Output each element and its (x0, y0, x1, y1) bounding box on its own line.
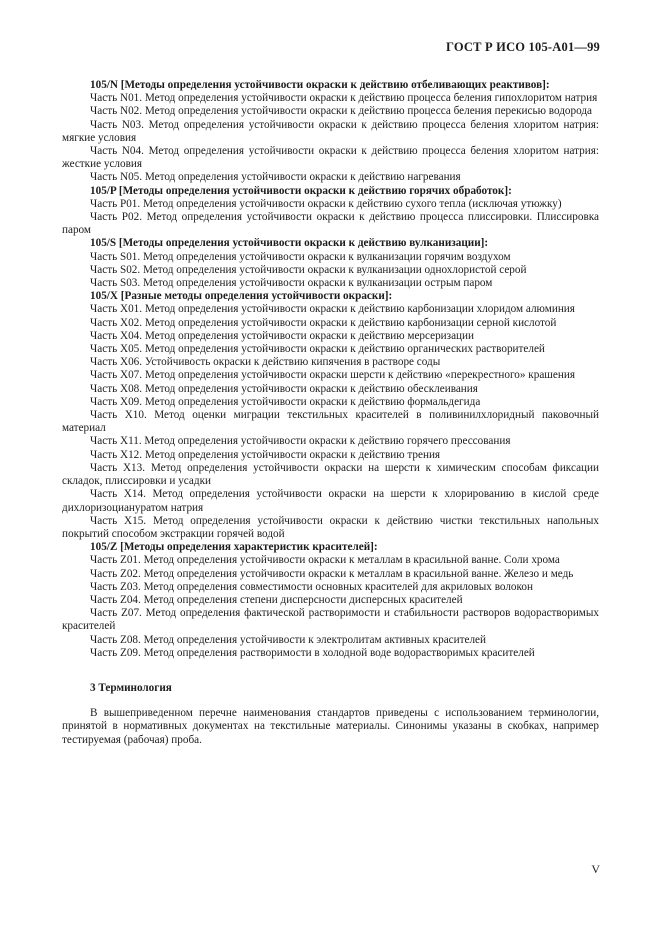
list-item: Часть P02. Метод определения устойчивости окраски к действию процесса плиссировки. Плиссировка паром (62, 211, 599, 237)
list-item: Часть Z04. Метод определения степени дисперсности дисперсных красителей (90, 593, 463, 606)
list-item: Часть S01. Метод определения устойчивости окраски к вулканизации горячим воздухом (90, 250, 511, 263)
list-item: Часть X07. Метод определения устойчивости окраски шерсти к действию «перекрестного» крашения (90, 369, 575, 382)
list-item: Часть X11. Метод определения устойчивости окраски к действию горячего прессования (90, 435, 511, 448)
list-item: Часть N03. Метод определения устойчивости окраски к действию процесса беления хлоритом натрия: мягкие условия (62, 118, 599, 144)
list-item: Часть P01. Метод определения устойчивости окраски к действию сухого тепла (исключая утюжку) (90, 197, 562, 210)
list-item: Часть S03. Метод определения устойчивости окраски к вулканизации острым паром (90, 277, 493, 290)
list-item: Часть Z02. Метод определения устойчивости окраски к металлам в красильной ванне. Железо и медь (90, 567, 574, 580)
document-header: ГОСТ Р ИСО 105-А01—99 (445, 40, 600, 54)
list-item: Часть X10. Метод оценки миграции текстильных красителей в поливинилхлоридный паковочный материал (62, 409, 599, 435)
list-item: Часть X05. Метод определения устойчивости окраски к действию органических растворителей (90, 343, 545, 356)
list-item: Часть Z07. Метод определения фактической растворимости и стабильности растворов водорастворимых красителей (62, 607, 599, 633)
section-3-text: В вышеприведенном перечне наименования стандартов приведены с использованием терминологии, принятой в нормативных документах на текстильные материалы. Синонимы указаны в скобках, например тестируемая (рабочая) проба. (62, 707, 599, 746)
list-item: Часть S02. Метод определения устойчивости окраски к вулканизации однохлористой серой (90, 263, 527, 276)
list-item: Часть N04. Метод определения устойчивости окраски к действию процесса беления хлоритом натрия: жесткие условия (62, 145, 599, 171)
list-item: Часть X02. Метод определения устойчивости окраски к действию карбонизации серной кислотой (90, 316, 557, 329)
list-item: Часть X08. Метод определения устойчивости окраски к действию обесклеивания (90, 382, 478, 395)
page-number: V (591, 862, 600, 876)
list-item: Часть X14. Метод определения устойчивости окраски на шерсти к хлорированию в кислой среде дихлоризоциануратом натрия (62, 488, 599, 514)
group-heading-x: 105/X [Разные методы определения устойчивости окраски]: (90, 290, 393, 303)
list-item: Часть X09. Метод определения устойчивости окраски к действию формальдегида (90, 395, 481, 408)
list-item: Часть X06. Устойчивость окраски к действию кипячения в растворе соды (90, 356, 441, 369)
group-heading-z: 105/Z [Методы определения характеристик красителей]: (90, 541, 378, 554)
list-item: Часть N01. Метод определения устойчивости окраски к действию процесса беления гипохлоритом натрия (90, 92, 598, 105)
list-item: Часть Z09. Метод определения растворимости в холодной воде водорастворимых красителей (90, 646, 535, 659)
list-item: Часть N02. Метод определения устойчивости окраски к действию процесса беления перекисью водорода (90, 105, 593, 118)
list-item: Часть Z08. Метод определения устойчивости к электролитам активных красителей (90, 633, 487, 646)
list-item: Часть N05. Метод определения устойчивости окраски к действию нагревания (90, 171, 461, 184)
group-heading-p: 105/P [Методы определения устойчивости окраски к действию горячих обработок]: (90, 184, 512, 197)
list-item: Часть X15. Метод определения устойчивости окраски к действию чистки текстильных напольных покрытий способом экстракции горячей водой (62, 514, 599, 540)
list-item: Часть Z01. Метод определения устойчивости окраски к металлам в красильной ванне. Соли хрома (90, 554, 560, 567)
page-content (62, 79, 599, 747)
list-item: Часть Z03. Метод определения совместимости основных красителей для акриловых волокон (90, 580, 533, 593)
list-item: Часть X12. Метод определения устойчивости окраски к действию трения (90, 448, 441, 461)
list-item: Часть X13. Метод определения устойчивости окраски на шерсти к химическим способам фиксации складок, плиссировки и усадки (62, 461, 599, 488)
list-item: Часть X04. Метод определения устойчивости окраски к действию мерсеризации (90, 329, 475, 342)
section-3-title: 3 Терминология (90, 681, 172, 694)
group-heading-n: 105/N [Методы определения устойчивости окраски к действию отбеливающих реактивов]: (90, 79, 550, 91)
list-item: Часть X01. Метод определения устойчивости окраски к действию карбонизации хлоридом алюминия (90, 303, 575, 316)
group-heading-s: 105/S [Методы определения устойчивости окраски к действию вулканизации]: (90, 237, 489, 250)
